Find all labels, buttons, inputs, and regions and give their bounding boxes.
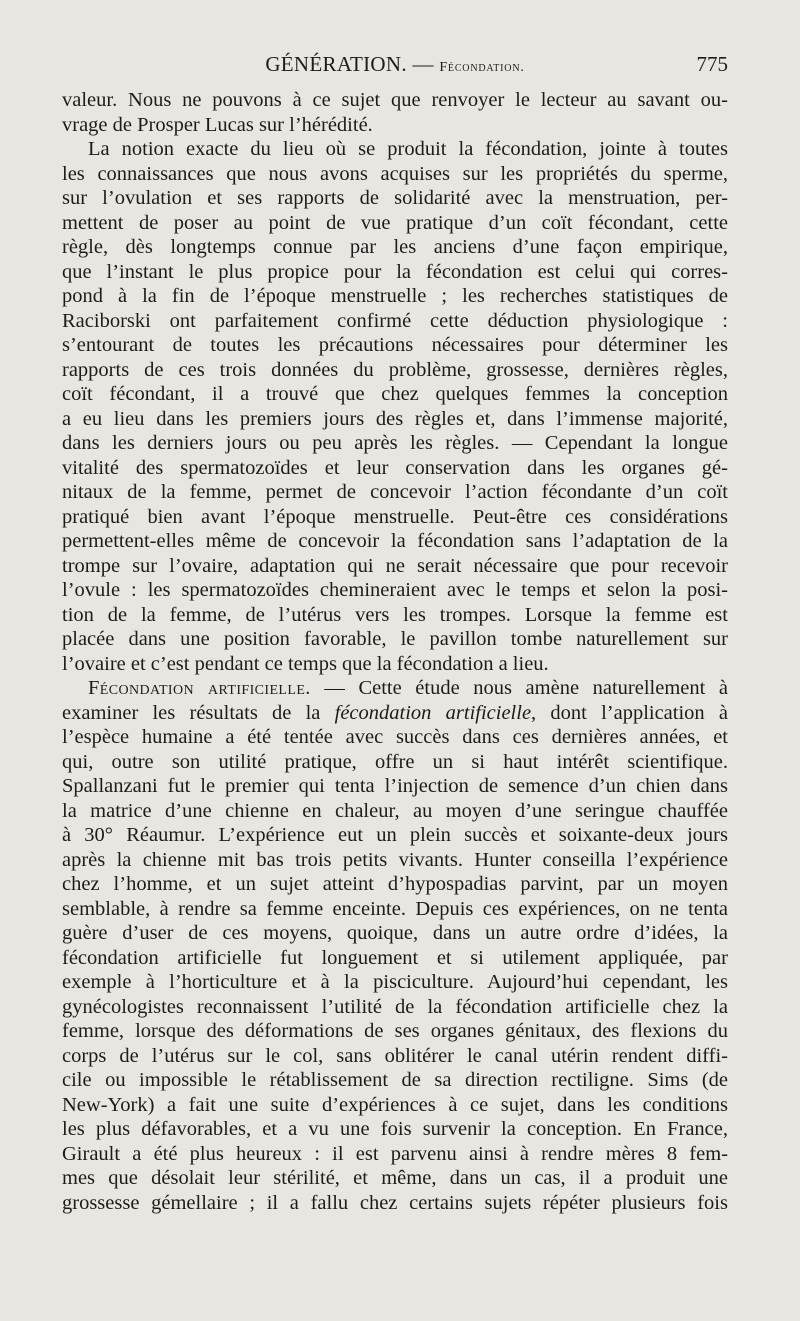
text-line: gynécologistes reconnaissent l’utilité de la fécondation artificielle chez la [62, 995, 728, 1018]
text-line: l’ovule : les spermatozoïdes chemineraient avec le temps et selon la posi- [62, 579, 728, 601]
text-line: coït fécondant, il a trouvé que chez quelques femmes la conception [62, 383, 728, 405]
text-line: vrage de Prosper Lucas sur l’hérédité. [62, 113, 373, 136]
text-line: s’entourant de toutes les précautions nécessaires pour déterminer les [62, 334, 728, 356]
text-line: après la chienne mit bas trois petits vivants. Hunter conseilla l’expérience [62, 848, 728, 871]
running-title-main: GÉNÉRATION. [265, 52, 407, 76]
page-number: 775 [696, 52, 728, 76]
text-line: mettent de poser au point de vue pratique d’un coït fécondant, cette [62, 211, 728, 234]
section-artificial-fecundation [62, 676, 728, 1215]
text-line: fécondation artificielle fut longuement et si utilement appliquée, par [62, 946, 728, 969]
text-line: dans les derniers jours ou peu après les règles. — Cependant la longue [62, 432, 728, 454]
text-line: Raciborski ont parfaitement confirmé cette déduction physiologique : [62, 309, 728, 332]
body-text [62, 88, 728, 1215]
text-line: pratiqué bien avant l’époque menstruelle. Peut-être ces considérations [62, 505, 728, 528]
text-line: règle, dès longtemps connue par les anciens d’une façon empirique, [62, 236, 728, 258]
page-header [62, 52, 728, 82]
text-line: guère d’user de ces moyens, quoique, dans un autre ordre d’idées, la [62, 922, 728, 944]
text-line: l’espèce humaine a été tentée avec succès dans ces dernières années, et [62, 726, 728, 748]
paragraph-2 [62, 137, 728, 676]
text-line: à 30° Réaumur. L’expérience eut un plein succès et soixante-deux jours [62, 824, 728, 846]
text-line: femme, lorsque des déformations de ses organes génitaux, des flexions du [62, 1020, 728, 1042]
text-line: Spallanzani fut le premier qui tenta l’injection de semence d’un chien dans [62, 775, 728, 797]
text-line: exemple à l’horticulture et à la pisciculture. Aujourd’hui cependant, les [62, 971, 728, 993]
section-intro: — Cette étude nous amène naturellement à [310, 677, 728, 699]
text-line: New-York) a fait une suite d’expériences à ce sujet, dans les conditions [62, 1093, 728, 1116]
text-line: valeur. Nous ne pouvons à ce sujet que renvoyer le lecteur au savant ou- [62, 89, 728, 111]
text-line: les connaissances que nous avons acquises sur les propriétés du sperme, [62, 162, 728, 185]
text-line: a eu lieu dans les premiers jours des règles et, dans l’immense majorité, [62, 407, 728, 430]
text-line: qui, outre son utilité pratique, offre un si haut intérêt scientifique. [62, 750, 728, 773]
text-line: l’ovaire et c’est pendant ce temps que la fécondation a lieu. [62, 652, 549, 675]
text-line: Girault a été plus heureux : il est parvenu ainsi à rendre mères 8 fem- [62, 1142, 728, 1165]
section-first-line [62, 676, 728, 701]
text-line: la matrice d’une chienne en chaleur, au moyen d’une seringue chauffée [62, 799, 728, 822]
text-line: nitaux de la femme, permet de concevoir l’action fécondante d’un coït [62, 481, 728, 503]
text-line: rapports de ces trois données du problème, grossesse, dernières règles, [62, 358, 728, 381]
paragraph-1 [62, 88, 728, 137]
text-line: pond à la fin de l’époque menstruelle ; les recherches statistiques de [62, 285, 728, 307]
text-line: cile ou impossible le rétablissement de sa direction rectiligne. Sims (de [62, 1069, 728, 1091]
text-line: que l’instant le plus propice pour la fécondation est celui qui corres- [62, 260, 728, 283]
text-line: placée dans une position favorable, le pavillon tombe naturellement sur [62, 628, 728, 650]
text-fragment: examiner les résultats de la [62, 701, 335, 724]
text-line: La notion exacte du lieu où se produit la fécondation, jointe à toutes [88, 138, 728, 160]
text-line: grossesse gémellaire ; il a fallu chez certains sujets répéter plusieurs fois [62, 1191, 728, 1214]
italic-term: fécondation artificielle [334, 701, 532, 724]
running-title [62, 52, 728, 77]
section-second-line [62, 701, 728, 726]
running-title-dash: — [412, 52, 434, 76]
text-fragment: , dont l’application à [531, 701, 728, 724]
text-line: chez l’homme, et un sujet atteint d’hypospadias parvint, par un moyen [62, 873, 728, 895]
text-line: corps de l’utérus sur le col, sans oblitérer le canal utérin rendent diffi- [62, 1044, 728, 1067]
text-line: sur l’ovulation et ses rapports de solidarité avec la menstruation, per- [62, 187, 728, 209]
running-title-sub: Fécondation. [439, 60, 525, 75]
text-line: semblable, à rendre sa femme enceinte. Depuis ces expériences, on ne tenta [62, 897, 728, 920]
text-line: tion de la femme, de l’utérus vers les trompes. Lorsque la femme est [62, 603, 728, 626]
text-line: trompe sur l’ovaire, adaptation qui ne serait nécessaire que pour recevoir [62, 554, 728, 577]
text-line: mes que désolait leur stérilité, et même, dans un cas, il a produit une [62, 1167, 728, 1189]
section-heading: Fécondation artificielle. [88, 677, 311, 699]
text-line: permettent-elles même de concevoir la fécondation sans l’adaptation de la [62, 530, 728, 552]
text-line: vitalité des spermatozoïdes et leur conservation dans les organes gé- [62, 456, 728, 479]
text-line: les plus défavorables, et a vu une fois survenir la conception. En France, [62, 1118, 728, 1140]
